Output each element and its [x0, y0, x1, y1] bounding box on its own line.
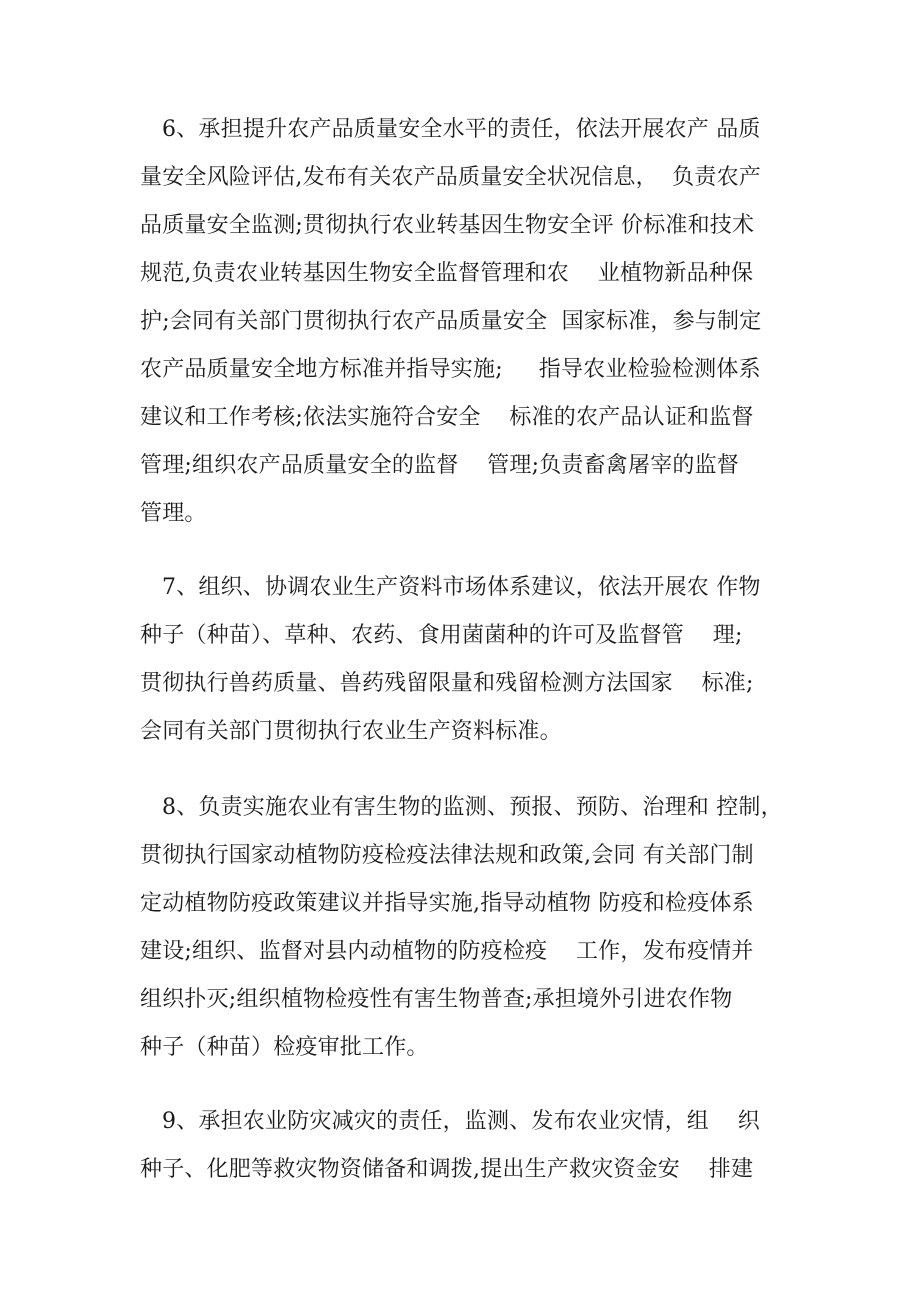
paragraph-line: 建议和工作考核;依法实施符合安全 标准的农产品认证和监督	[140, 405, 754, 430]
paragraph-line: 9、承担农业防灾减灾的责任，监测、发布农业灾情，组 织	[162, 1109, 760, 1134]
paragraph-line: 规范,负责农业转基因生物安全监督管理和农 业植物新品种保	[140, 261, 754, 286]
paragraph-line: 管理;组织农产品质量安全的监督 管理;负责畜禽屠宰的监督	[140, 453, 739, 478]
paragraph-line: 护;会同有关部门贯彻执行农产品质量安全 国家标准，参与制定	[140, 309, 762, 334]
paragraph-line: 8、负责实施农业有害生物的监测、预报、预防、治理和 控制，	[162, 795, 783, 820]
paragraph-line: 种子（种苗）、草种、农药、食用菌菌种的许可及监督管 理;	[140, 623, 743, 648]
paragraph-line: 建设;组织、监督对县内动植物的防疫检疫 工作，发布疫情并	[140, 939, 754, 964]
paragraph-line: 6、承担提升农产品质量安全水平的责任，依法开展农产 品质	[162, 117, 761, 142]
paragraph-line: 定动植物防疫政策建议并指导实施,指导动植物 防疫和检疫体系	[140, 891, 754, 916]
paragraph-line: 农产品质量安全地方标准并指导实施; 指导农业检验检测体系	[140, 357, 761, 382]
paragraph-line: 会同有关部门贯彻执行农业生产资料标准。	[140, 719, 562, 744]
paragraph-line: 贯彻执行兽药质量、兽药残留限量和残留检测方法国家 标准;	[140, 671, 754, 696]
paragraph-line: 种子、化肥等救灾物资储备和调拨,提出生产救灾资金安 排建	[140, 1157, 754, 1182]
paragraph-line: 贯彻执行国家动植物防疫检疫法律法规和政策,会同 有关部门制	[140, 843, 754, 868]
paragraph-line: 管理。	[140, 501, 207, 526]
paragraph-line: 组织扑灭;组织植物检疫性有害生物普查;承担境外引进农作物	[140, 987, 733, 1012]
paragraph-line: 量安全风险评估,发布有关农产品质量安全状况信息， 负责农产	[140, 165, 761, 190]
paragraph-line: 种子（种苗）检疫审批工作。	[140, 1035, 429, 1060]
paragraph-line: 7、组织、协调农业生产资料市场体系建议，依法开展农 作物	[162, 575, 761, 600]
paragraph-line: 品质量安全监测;贯彻执行农业转基因生物安全评 价标准和技术	[140, 213, 755, 238]
